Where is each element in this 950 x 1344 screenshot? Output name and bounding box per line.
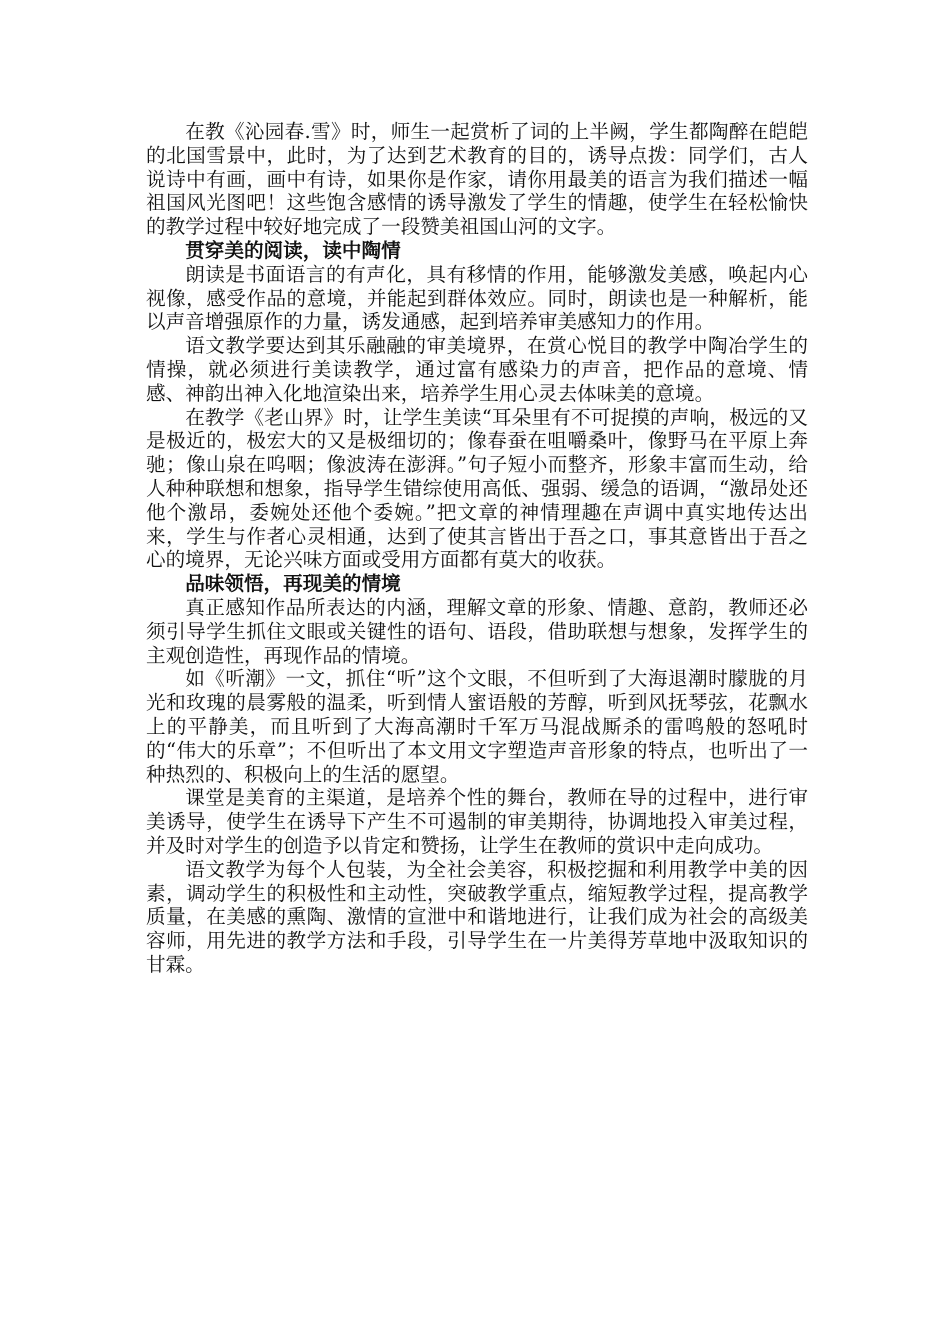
paragraph-reading-aloud: 朗读是书面语言的有声化，具有移情的作用，能够激发美感，唤起内心视像，感受作品的意境，并能起到群体效应。同时，朗读也是一种解析，能以声音增强原作的力量，诱发通感，起到培养审美感知力的作用。 <box>146 262 808 334</box>
section-heading-reading: 贯穿美的阅读，读中陶情 <box>185 238 401 262</box>
paragraph-conclusion: 语文教学为每个人包装，为全社会美容，积极挖掘和利用教学中美的因素，调动学生的积极性和主动性，突破教学重点，缩短教学过程，提高教学质量，在美感的熏陶、激情的宣泄中和谐地进行，让我们成为社会的高级美容师，用先进的教学方法和手段，引导学生在一片美得芳草地中汲取知识的甘霖。 <box>146 857 808 976</box>
document-body <box>146 120 808 977</box>
paragraph-qinyuanchun: 在教《沁园春.雪》时，师生一起赏析了词的上半阙，学生都陶醉在皑皑的北国雪景中，此时，为了达到艺术教育的目的，诱导点拨：同学们，古人说诗中有画，画中有诗，如果你是作家，请你用最美的语言为我们描述一幅祖国风光图吧！这些饱含感情的诱导激发了学生的情趣，使学生在轻松愉快的教学过程中较好地完成了一段赞美祖国山河的文字。 <box>146 120 808 239</box>
paragraph-classroom: 课堂是美育的主渠道，是培养个性的舞台，教师在导的过程中，进行审美诱导，使学生在诱导下产生不可遏制的审美期待，协调地投入审美过程，并及时对学生的创造予以肯定和赞扬，让学生在教师的赏识中走向成功。 <box>146 786 808 857</box>
paragraph-aesthetic-realm: 语文教学要达到其乐融融的审美境界，在赏心悦目的教学中陶冶学生的情操，就必须进行美读教学，通过富有感染力的声音，把作品的意境、情感、神韵出神入化地渲染出来，培养学生用心灵去体味美的意境。 <box>146 334 808 405</box>
paragraph-tingchao: 如《听潮》一文，抓住“听”这个文眼，不但听到了大海退潮时朦胧的月光和玫瑰的晨雾般的温柔，听到情人蜜语般的芳醇，听到风抚琴弦，花飘水上的平静美，而且听到了大海高潮时千军万马混战厮杀的雷鸣般的怒吼时的“伟大的乐章”；不但听出了本文用文字塑造声音形象的特点，也听出了一种热烈的、积极向上的生活的愿望。 <box>146 667 808 786</box>
paragraph-perceive-content: 真正感知作品所表达的内涵，理解文章的形象、情趣、意韵，教师还必须引导学生抓住文眼或关键性的语句、语段，借助联想与想象，发挥学生的主观创造性，再现作品的情境。 <box>146 595 808 667</box>
paragraph-laoshanjie: 在教学《老山界》时，让学生美读“耳朵里有不可捉摸的声响，极远的又是极近的，极宏大的又是极细切的；像春蚕在咀嚼桑叶，像野马在平原上奔驰；像山泉在呜咽；像波涛在澎湃。”句子短小而整齐，形象丰富而生动，给人种种联想和想象，指导学生错综使用高低、强弱、缓急的语调，“激昂处还他个激昂，委婉处还他个委婉。”把文章的神情理趣在声调中真实地传达出来，学生与作者心灵相通，达到了使其言皆出于吾之口，事其意皆出于吾之心的境界，无论兴味方面或受用方面都有莫大的收获。 <box>146 405 808 572</box>
section-heading-comprehension: 品味领悟，再现美的情境 <box>185 572 401 596</box>
